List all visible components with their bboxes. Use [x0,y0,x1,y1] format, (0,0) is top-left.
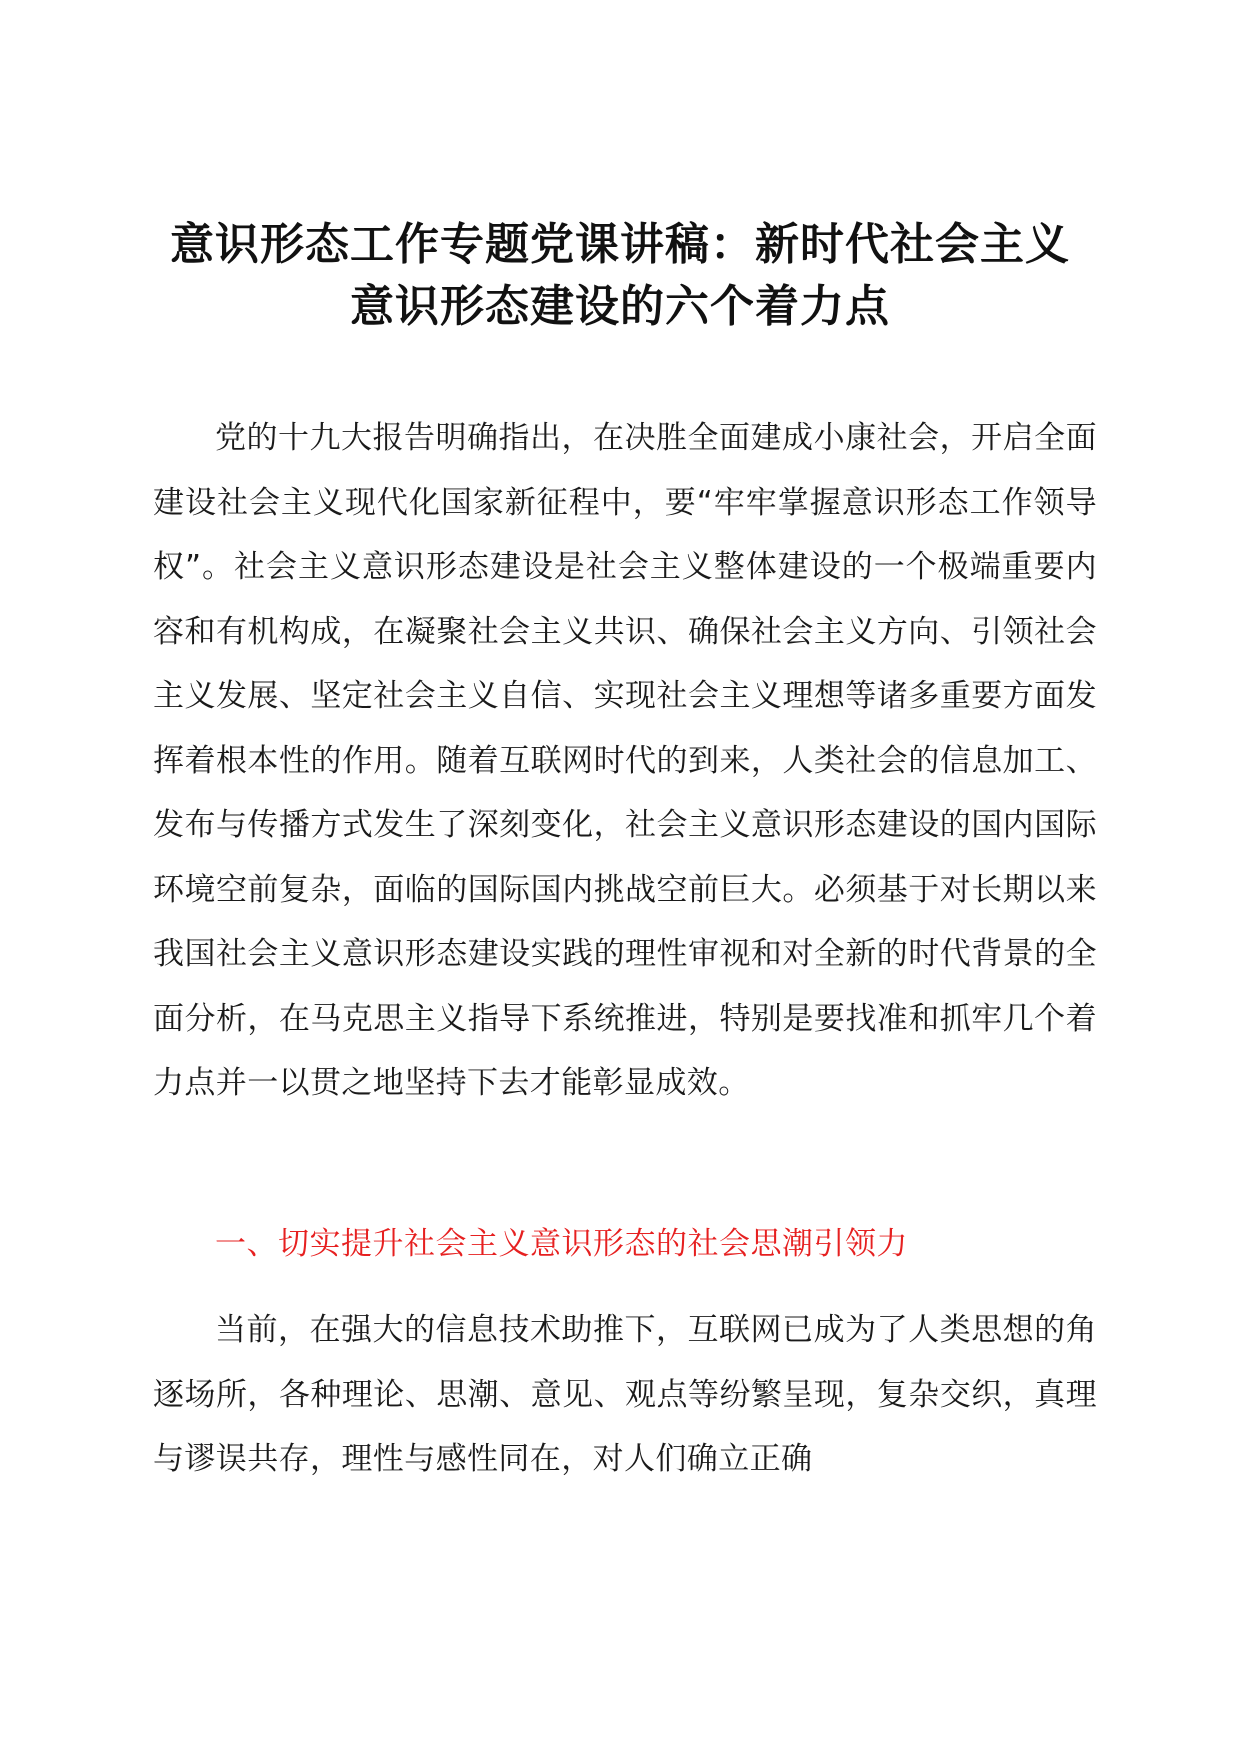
section-heading-1: 一、切实提升社会主义意识形态的社会思潮引领力 [215,1226,908,1262]
body-paragraph-1: 党的十九大报告明确指出，在决胜全面建成小康社会，开启全面建设社会主义现代化国家新征程中，要“牢牢掌握意识形态工作领导权”。社会主义意识形态建设是社会主义整体建设的一个极端重要内容和有机构成，在凝聚社会主义共识、确保社会主义方向、引领社会主义发展、坚定社会主义自信、实现社会主义理想等诸多重要方面发挥着根本性的作用。随着互联网时代的到来，人类社会的信息加工、发布与传播方式发生了深刻变化，社会主义意识形态建设的国内国际环境空前复杂，面临的国际国内挑战空前巨大。必须基于对长期以来我国社会主义意识形态建设实践的理性审视和对全新的时代背景的全面分析，在马克思主义指导下系统推进，特别是要找准和抓牢几个着力点并一以贯之地坚持下去才能彰显成效。 [153,420,1097,1101]
title-line-1: 意识形态工作专题党课讲稿：新时代社会主义 [170,219,1070,270]
document-title [140,214,1100,338]
title-line-2: 意识形态建设的六个着力点 [350,281,890,332]
body-paragraph-2: 当前，在强大的信息技术助推下，互联网已成为了人类思想的角逐场所，各种理论、思潮、意见、观点等纷繁呈现，复杂交织，真理与谬误共存，理性与感性同在，对人们确立正确 [153,1312,1097,1477]
